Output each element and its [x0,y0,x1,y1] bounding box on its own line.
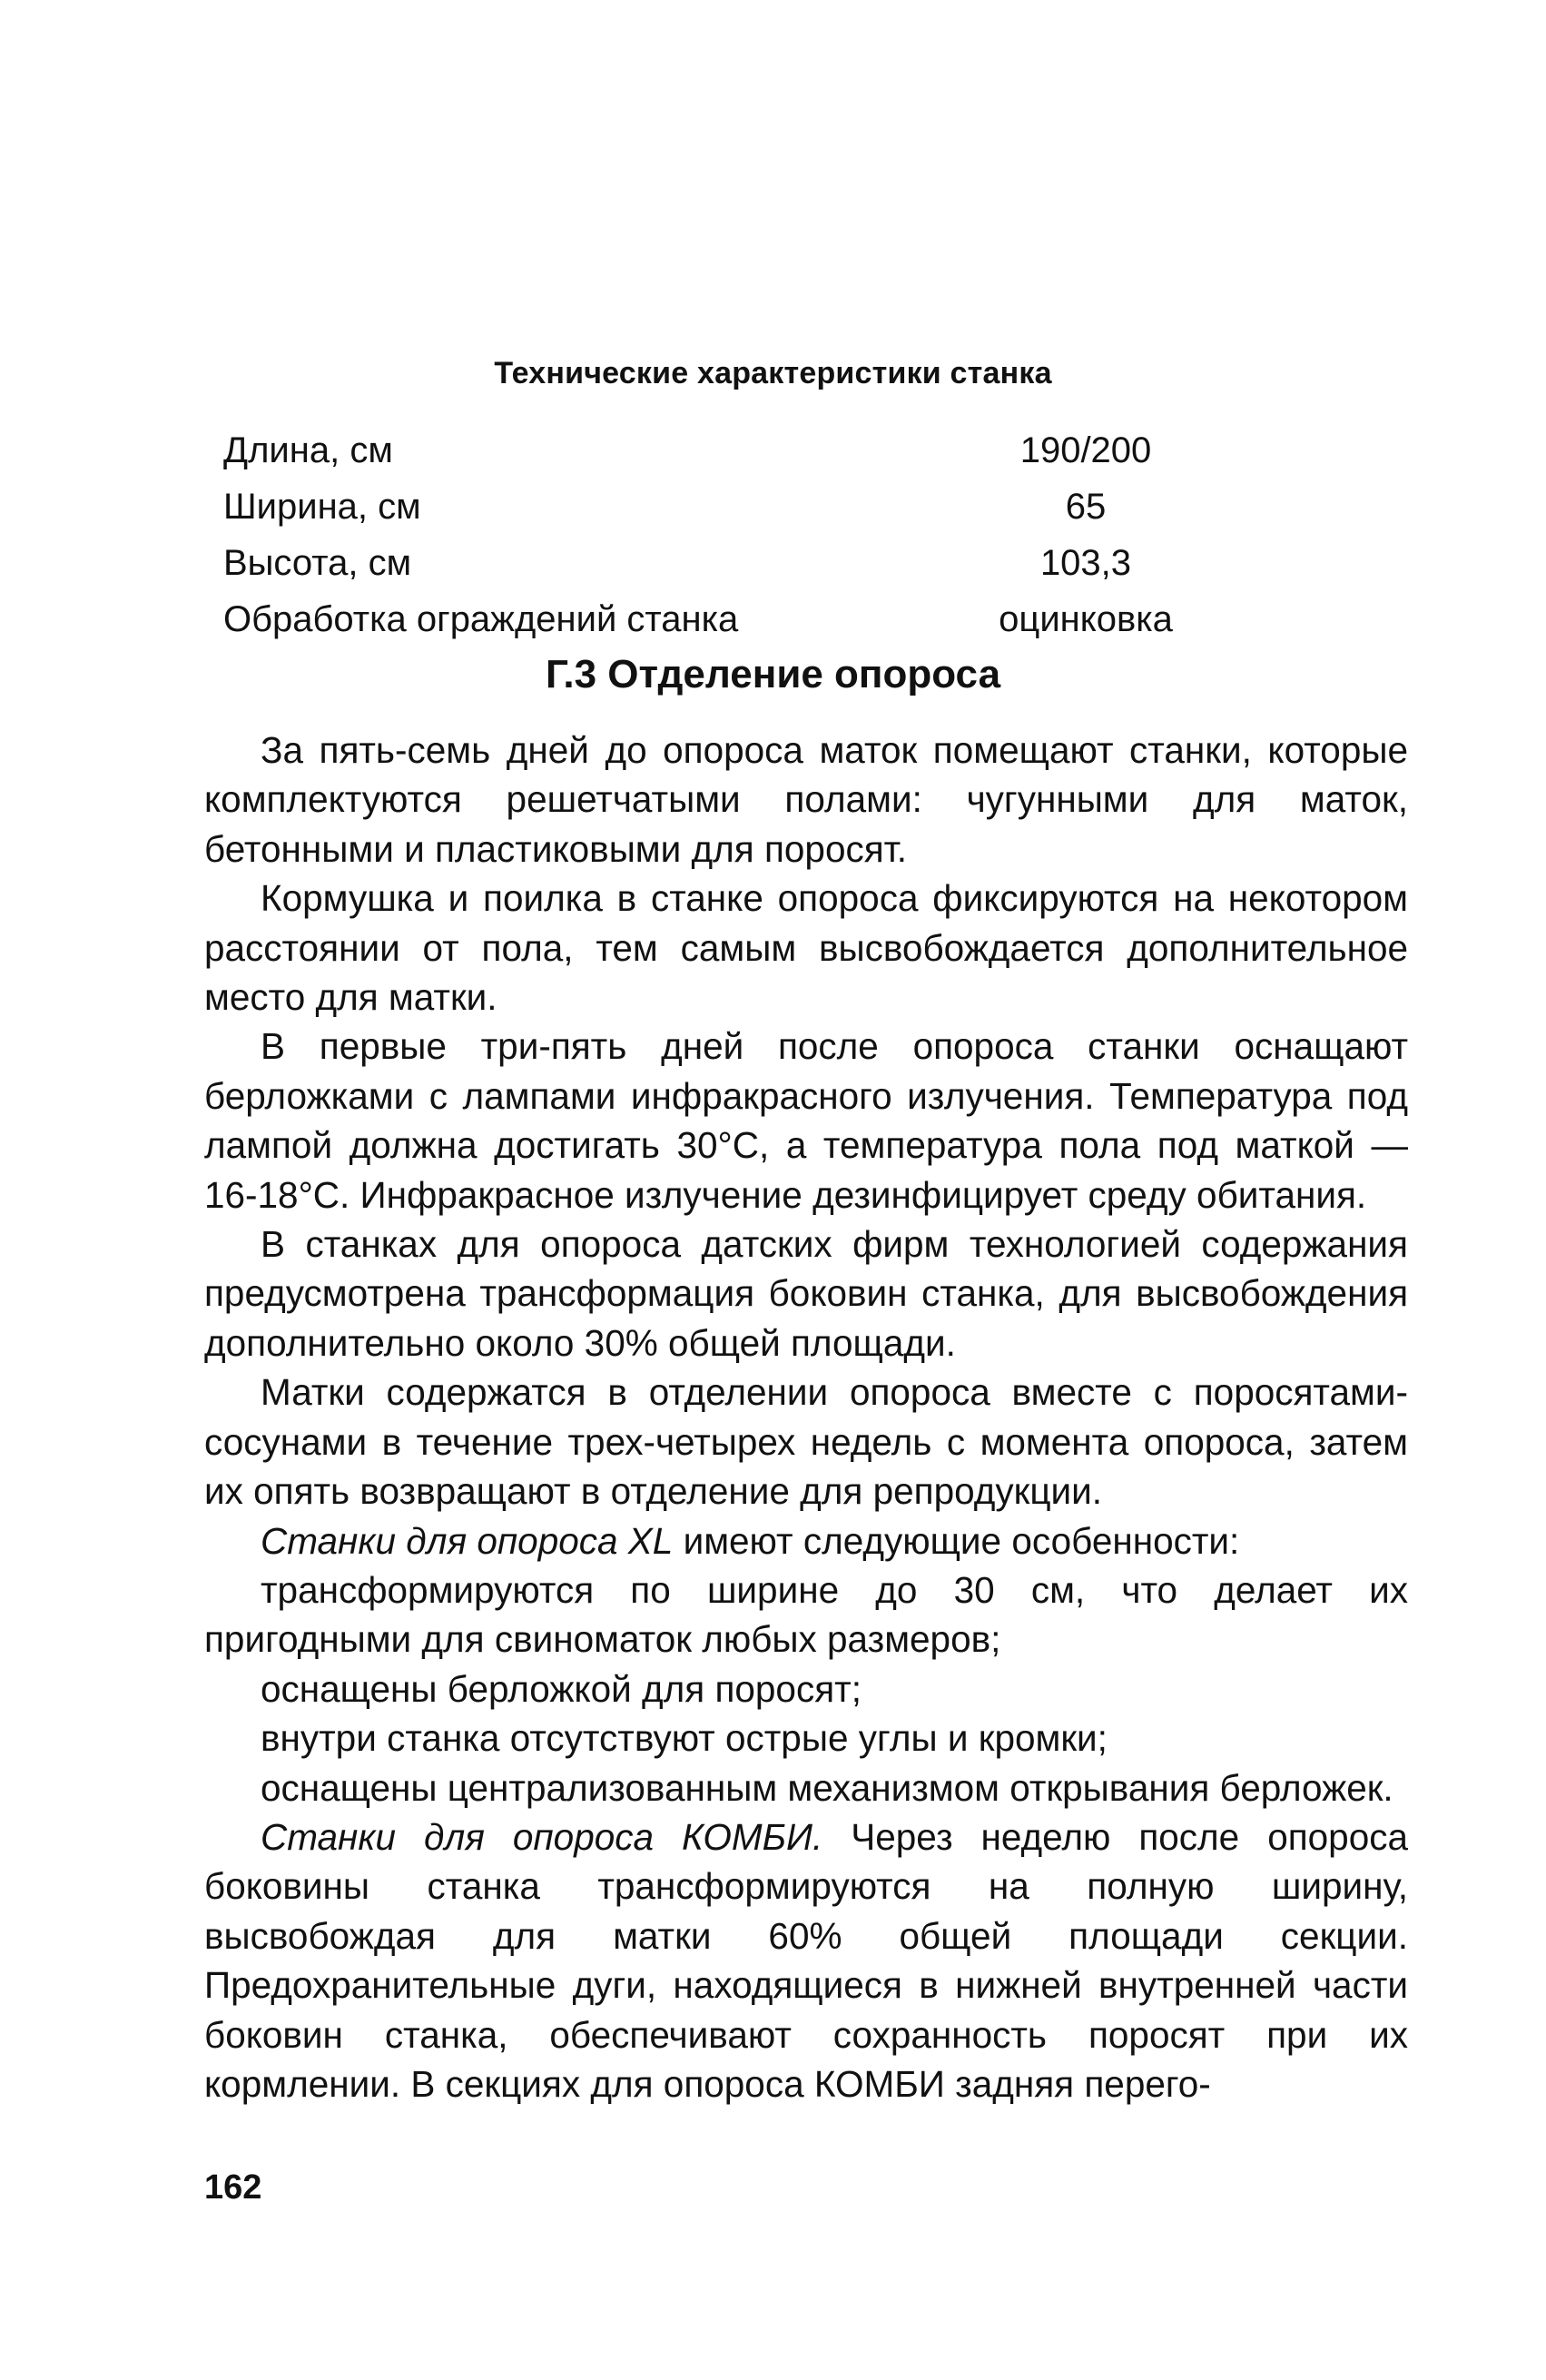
paragraph [204,1812,1408,2108]
spec-label: Высота, см [223,543,412,583]
spec-value: 103,3 [1039,543,1132,583]
paragraph-text: имеют следующие особенности: [673,1519,1240,1562]
page-number: 162 [204,2168,262,2207]
spec-table [223,422,1231,647]
list-item: трансформируются по ширине до 30 см, что делает их пригодными для свиноматок любых размеров; [204,1568,1408,1661]
body-text [204,726,1408,2108]
paragraph-text: Через неделю после опороса боковины станка трансформируются на полную ширину, высвобождая для матки 60% общей площади секции. Предохранительные дуги, находящиеся в нижней внутренней части боковин станка, обеспечивают сохранность поросят при их кормлении. В секциях для опороса КОМБИ задняя перего- [204,1815,1409,2105]
spec-value: 65 [1065,487,1107,527]
italic-term: Станки для опороса КОМБИ. [261,1815,823,1858]
spec-value: оцинковка [999,599,1173,639]
paragraph: В станках для опороса датских фирм технологией содержания предусмотрена трансформация боковин станка, для высвобождения дополнительно около 30% общей площади. [204,1223,1408,1364]
spec-label: Длина, см [223,430,393,470]
spec-table-title: Технические характеристики станка [494,356,1052,390]
paragraph: За пять-семь дней до опороса маток помещают станки, которые комплектуются решетчатыми полами: чугунными для маток, бетонными и пластиковыми для поросят. [204,729,1408,870]
spec-row [223,479,1231,535]
italic-term: Станки для опороса XL [261,1519,674,1562]
list-item: оснащены берложкой для поросят; [261,1667,862,1710]
spec-value: 190/200 [1019,430,1152,470]
spec-row [223,591,1231,647]
spec-label: Обработка ограждений станка [223,599,739,639]
paragraph: Кормушка и поилка в станке опороса фиксируются на некотором расстоянии от пола, тем самым высвобождается дополнительное место для матки. [204,877,1408,1019]
paragraph: В первые три-пять дней после опороса станки оснащают берложками с лампами инфракрасного излучения. Температура под лампой должна достигать 30°С, а температура пола под маткой — 16-18°С. Инфракрасное излучение дезинфицирует среду обитания. [204,1025,1408,1216]
paragraph: Матки содержатся в отделении опороса вместе с поросятами-сосунами в течение трех-четырех недель с момента опороса, затем их опять возвращают в отделение для репродукции. [204,1371,1408,1513]
paragraph [204,1516,1408,1565]
list-item: оснащены централизованным механизмом открывания берложек. [261,1766,1393,1809]
list-item: внутри станка отсутствуют острые углы и кромки; [261,1717,1108,1760]
spec-label: Ширина, см [223,487,421,527]
spec-row [223,535,1231,591]
section-heading: Г.3 Отделение опороса [545,652,1001,696]
spec-row [223,422,1231,479]
